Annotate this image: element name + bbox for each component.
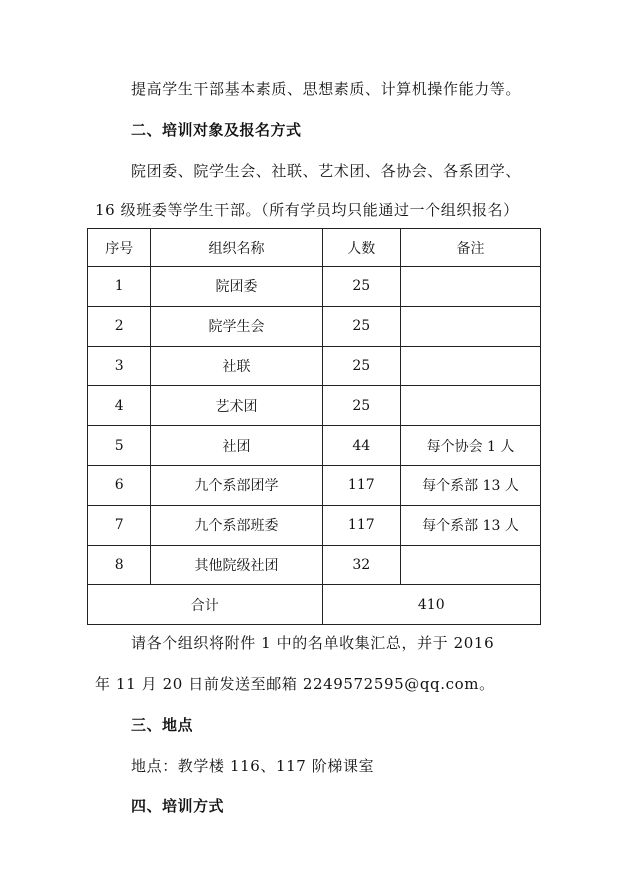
collect-line-2: 年 11 月 20 日前发送至邮箱 2249572595@qq.com。 <box>95 675 495 693</box>
location-text: 地点：教学楼 116、117 阶梯课室 <box>131 757 375 775</box>
cell-org: 社联 <box>151 346 322 386</box>
cell-count: 117 <box>322 505 401 545</box>
table-row <box>88 386 541 426</box>
header-org: 组织名称 <box>151 229 322 267</box>
cell-note <box>401 346 541 386</box>
cell-count: 32 <box>322 545 401 585</box>
cell-org: 艺术团 <box>151 386 322 426</box>
table-row <box>88 545 541 585</box>
cell-note <box>401 306 541 346</box>
header-note: 备注 <box>401 229 541 267</box>
header-count: 人数 <box>322 229 401 267</box>
cell-count: 44 <box>322 426 401 466</box>
cell-count: 117 <box>322 465 401 505</box>
table-row <box>88 465 541 505</box>
cell-no: 5 <box>88 426 151 466</box>
cell-no: 4 <box>88 386 151 426</box>
table-row <box>88 505 541 545</box>
cell-note: 每个系部 13 人 <box>401 505 541 545</box>
cell-note: 每个系部 13 人 <box>401 465 541 505</box>
cell-org: 九个系部班委 <box>151 505 322 545</box>
table-total-row <box>88 585 541 625</box>
cell-no: 7 <box>88 505 151 545</box>
table-row <box>88 306 541 346</box>
organization-table <box>87 228 541 625</box>
targets-line-2: 16 级班委等学生干部。（所有学员均只能通过一个组织报名） <box>95 201 519 219</box>
cell-note <box>401 267 541 307</box>
cell-org: 社团 <box>151 426 322 466</box>
table-row <box>88 346 541 386</box>
cell-count: 25 <box>322 386 401 426</box>
cell-no: 3 <box>88 346 151 386</box>
table-row <box>88 267 541 307</box>
cell-org: 院学生会 <box>151 306 322 346</box>
table-header-row <box>88 229 541 267</box>
intro-tail-text: 提高学生干部基本素质、思想素质、计算机操作能力等。 <box>131 80 522 98</box>
cell-org: 九个系部团学 <box>151 465 322 505</box>
cell-note: 每个协会 1 人 <box>401 426 541 466</box>
cell-org: 院团委 <box>151 267 322 307</box>
cell-org: 其他院级社团 <box>151 545 322 585</box>
cell-count: 25 <box>322 346 401 386</box>
header-no: 序号 <box>88 229 151 267</box>
section4-heading: 四、培训方式 <box>131 797 225 815</box>
section2-heading: 二、培训对象及报名方式 <box>131 121 302 139</box>
section3-heading: 三、地点 <box>131 716 194 734</box>
table-row <box>88 426 541 466</box>
total-value: 410 <box>322 585 540 625</box>
cell-no: 8 <box>88 545 151 585</box>
total-label: 合计 <box>88 585 323 625</box>
targets-line-1: 院团委、院学生会、社联、艺术团、各协会、各系团学、 <box>131 162 522 180</box>
cell-no: 2 <box>88 306 151 346</box>
cell-note <box>401 545 541 585</box>
cell-count: 25 <box>322 306 401 346</box>
cell-note <box>401 386 541 426</box>
cell-count: 25 <box>322 267 401 307</box>
cell-no: 6 <box>88 465 151 505</box>
collect-line-1: 请各个组织将附件 1 中的名单收集汇总，并于 2016 <box>131 634 495 652</box>
cell-no: 1 <box>88 267 151 307</box>
